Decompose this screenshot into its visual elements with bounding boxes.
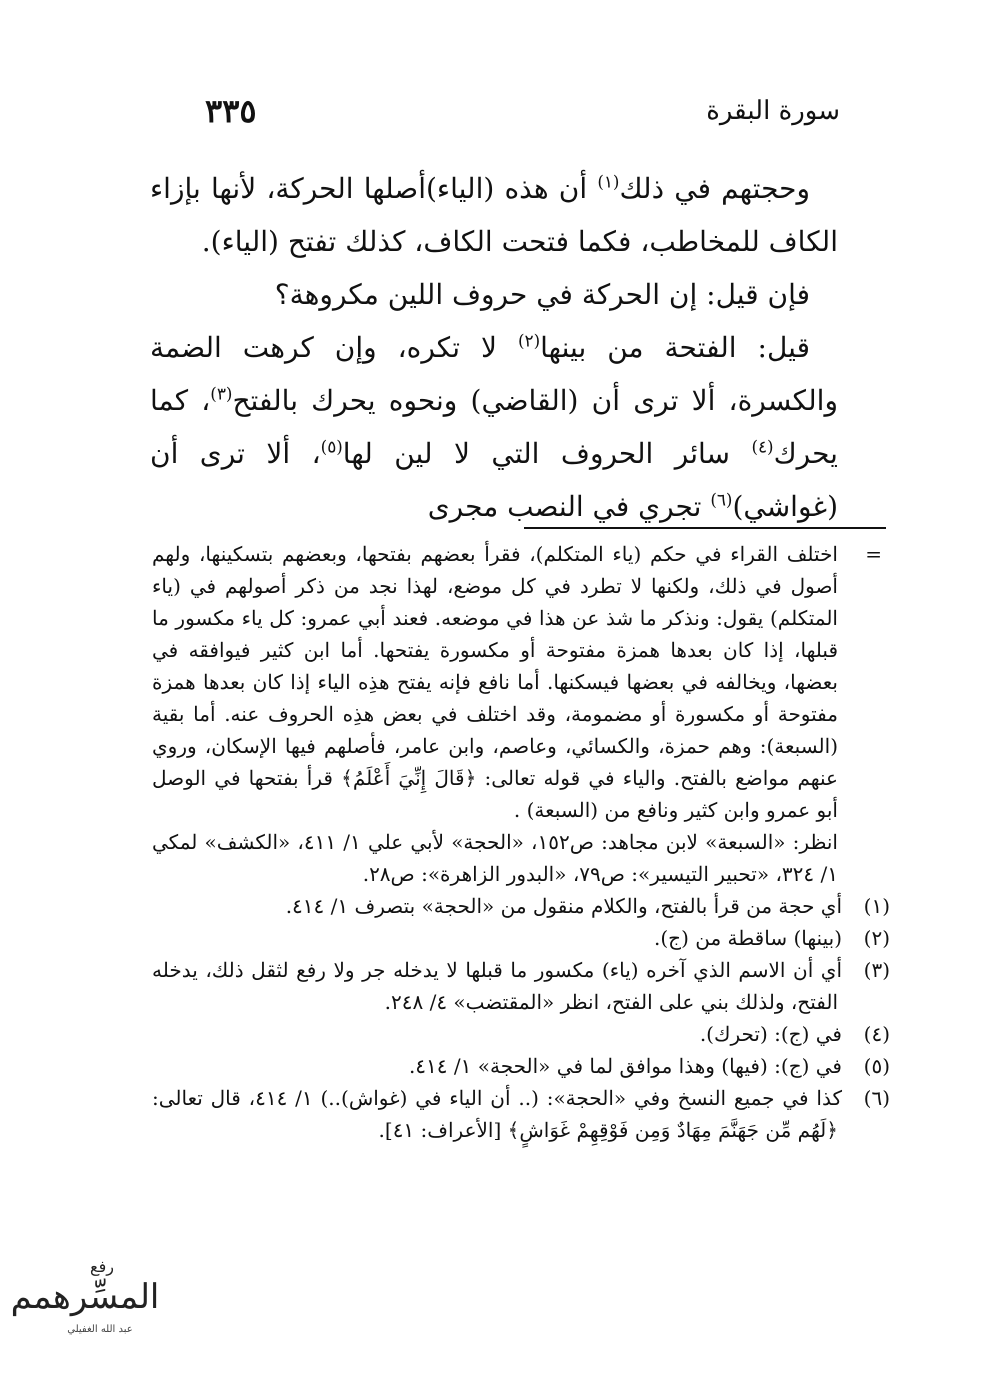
footnote-ref-3[interactable]: (٣) xyxy=(210,383,233,404)
footnote-1: (١)أي حجة من قرأ بالفتح، والكلام منقول من «الحجة» بتصرف ١/ ٤١٤. xyxy=(285,894,890,918)
footnote-4: (٤)في (ج): (تحرك). xyxy=(699,1022,890,1046)
continuation-marker: = xyxy=(865,542,882,566)
paragraph-2: فإن قيل: إن الحركة في حروف اللين مكروهة؟ xyxy=(274,278,810,311)
footnote-ref-6[interactable]: (٦) xyxy=(710,489,733,510)
logo-line-2: المسِّرهمم xyxy=(10,1277,160,1317)
paragraph-3: قيل: الفتحة من بينها$^{(٢)}$ لا تكره، وإن كرهت الضمة والكسرة، ألا ترى أن (القاضي) ونحوه يحرك بالفتح$^{(٣)}$، كما يحرك$^{(٤)}$ سائر الحروف التي لا لين لها$^{(٥)}$، ألا ترى أن (غواشي)$^{(٦)}$ تجري في النصب مجرى xyxy=(150,330,838,523)
footnote-5: (٥)في (ج): (فيها) وهذا موافق لما في «الحجة» ١/ ٤١٤. xyxy=(408,1054,890,1078)
footnote-continuation-text: اختلف القراء في حكم (ياء المتكلم)، فقرأ بعضهم بفتحها، وبعضهم بتسكينها، ولهم أصول في ذلك، ولكنها لا تطرد في كل موضع، لهذا نجد من ذكر أصولهم في (ياء المتكلم) يقول: ونذكر ما شذ عن هذا في موضعه. فعند أبي عمرو: كل ياء مكسور ما قبلها، إذا كان بعدها همزة مفتوحة أو مكسورة يفتحها. أما ابن كثير فيوافقه في بعضها، ويخالفه في بعضها فيسكنها. أما نافع فإنه يفتح هذِه الياء إذا كان بعدها همزة مفتوحة أو مكسورة أو مضمومة، وقد اختلف في بعض هذِه الحروف عنه. أما بقية (السبعة): وهم حمزة، والكسائي، وعاصم، وابن عامر، فأصلهم فيها الإسكان، وروي عنهم مواضع بالفتح. والياء في قوله تعالى: ﴿قَالَ إِنِّيَ أَعْلَمُ﴾ قرأ بفتحها في الوصل أبو عمرو وابن كثير ونافع من (السبعة) . xyxy=(152,542,838,822)
main-text xyxy=(150,162,838,533)
footnote-ref-2[interactable]: (٢) xyxy=(517,330,541,351)
footnote-ref-4[interactable]: (٤) xyxy=(751,436,774,457)
footnote-ref-1[interactable]: (١) xyxy=(597,171,620,192)
footnote-separator xyxy=(524,527,886,529)
footnote-2: (٢)(بينها) ساقطة من (ج). xyxy=(654,926,890,950)
paragraph-1: وحجتهم في ذلك$^{(١)}$ أن هذه (الياء)أصلها الحركة، لأنها بإزاء الكاف للمخاطب، فكما فتحت الكاف، كذلك تفتح (الياء). xyxy=(150,171,838,258)
page-number: ٣٣٥ xyxy=(205,92,257,130)
footnotes xyxy=(152,538,890,1146)
logo-line-1: رفع xyxy=(90,1257,114,1276)
footnote-continuation-refs: انظر: «السبعة» لابن مجاهد: ص١٥٢، «الحجة» لأبي علي ١/ ٤١١، «الكشف» لمكي ١/ ٣٢٤، «تحبير التيسير»: ص٧٩، «البدور الزاهرة»: ص٢٨. xyxy=(152,830,838,886)
footnote-3: (٣)أي أن الاسم الذي آخره (ياء) مكسور ما قبلها لا يدخله جر ولا رفع لثقل ذلك، يدخله الفتح، ولذلك بني على الفتح، انظر «المقتضب» ٤/ ٢٤٨. xyxy=(152,958,890,1014)
logo-line-3: عبد الله الغفيلي xyxy=(67,1324,133,1335)
surah-title: سورة البقرة xyxy=(706,96,840,126)
footnote-ref-5[interactable]: (٥) xyxy=(320,436,343,457)
footnote-continuation xyxy=(152,538,890,890)
publisher-logo xyxy=(10,1252,160,1342)
footnote-6: (٦)كذا في جميع النسخ وفي «الحجة»: (.. أن الياء في (غواش)..) ١/ ٤١٤، قال تعالى: ﴿لَهُم مِّن جَهَنَّمَ مِهَادٌ وَمِن فَوْقِهِمْ غَوَاشٍ﴾ [الأعراف: ٤١]. xyxy=(152,1086,890,1142)
